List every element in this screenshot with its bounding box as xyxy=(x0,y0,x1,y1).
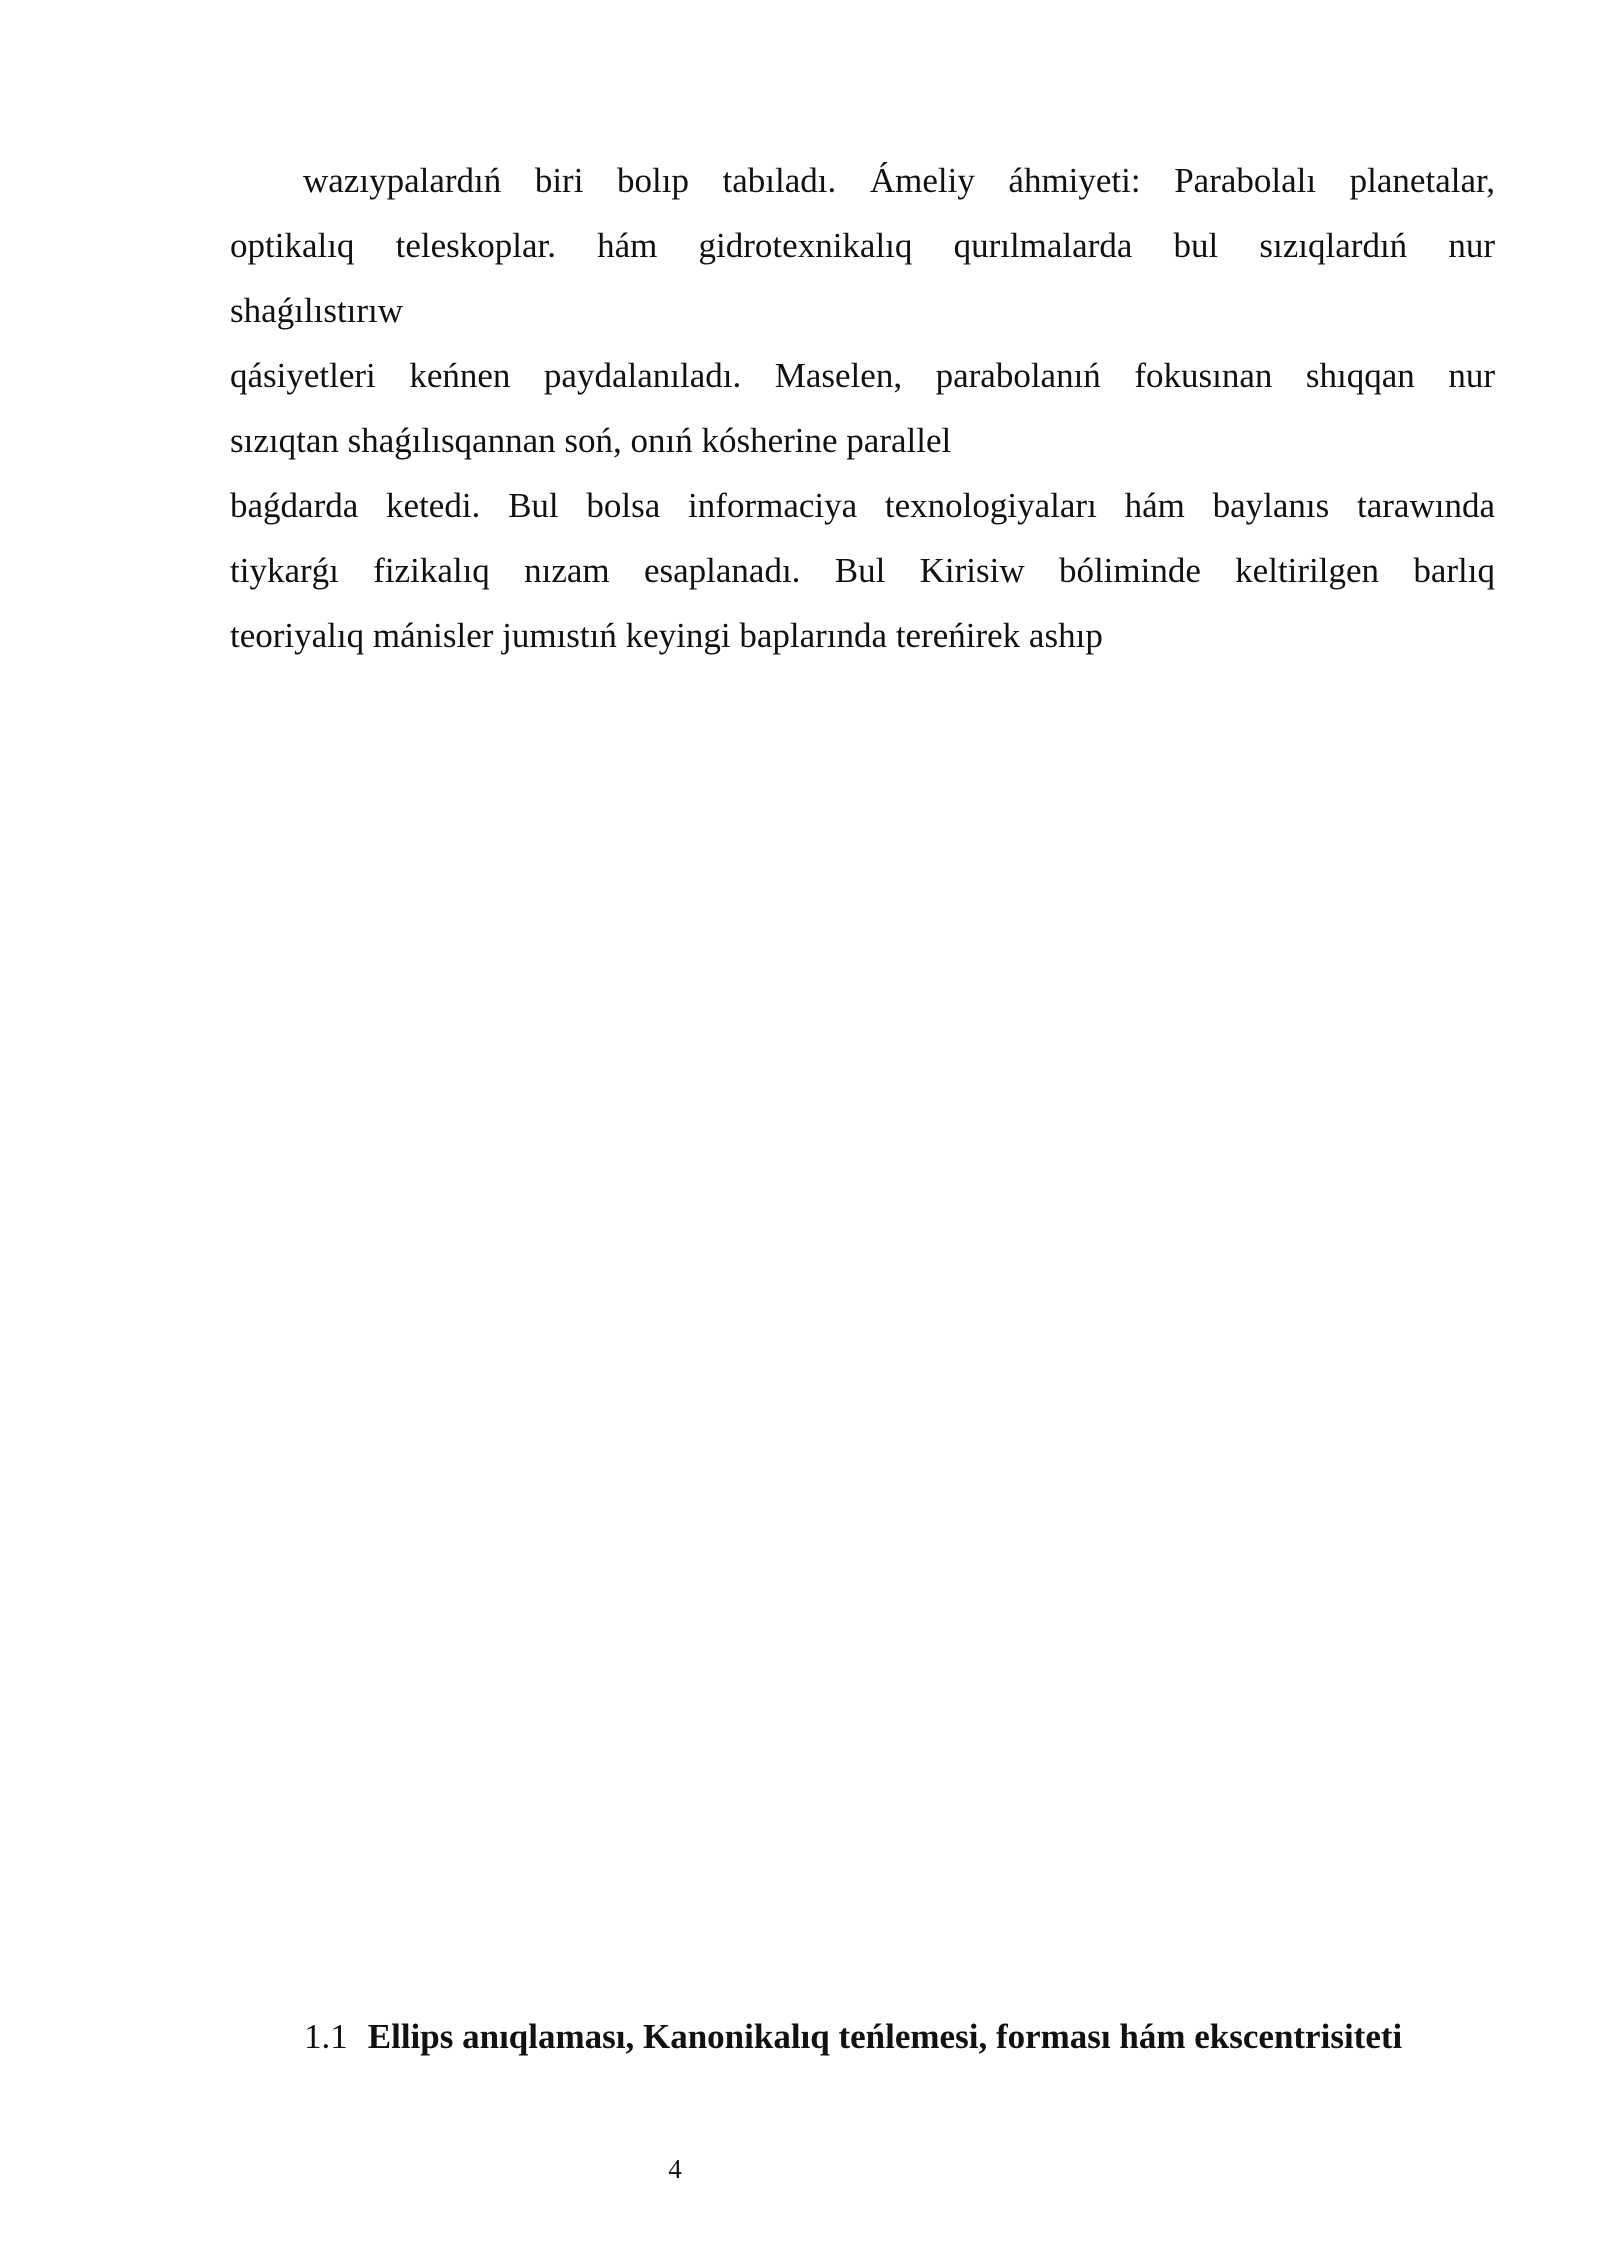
text-line: teoriyalıq mánisler jumıstıń keyingi baplarında tereńirek ashıp xyxy=(230,616,1103,655)
section-heading xyxy=(304,2012,1495,2062)
text-line: tiykarǵı fizikalıq nızam esaplanadı. Bul Kirisiw bóliminde keltirilgen barlıq xyxy=(230,551,1495,590)
section-number: 1.1 xyxy=(304,2017,348,2056)
text-line: baǵdarda ketedi. Bul bolsa informaciya texnologiyaları hám baylanıs tarawında xyxy=(230,486,1495,525)
text-line: qásiyetleri keńnen paydalanıladı. Maselen, parabolanıń fokusınan shıqqan nur xyxy=(230,356,1495,395)
page-number: 4 xyxy=(668,2154,682,2184)
text-line: wazıypalardıń biri bolıp tabıladı. Ámeliy áhmiyeti: Parabolalı planetalar, xyxy=(303,161,1495,200)
text-line: shaǵılıstırıw xyxy=(230,291,404,330)
body-paragraph xyxy=(230,148,1495,668)
text-line: sızıqtan shaǵılısqannan soń, onıń kósherine parallel xyxy=(230,421,952,460)
text-line: optikalıq teleskoplar. hám gidrotexnikalıq qurılmalarda bul sızıqlardıń nur xyxy=(230,226,1495,265)
section-title: Ellips anıqlaması, Kanonikalıq teńlemesi, forması hám ekscentrisiteti xyxy=(367,2017,1403,2056)
